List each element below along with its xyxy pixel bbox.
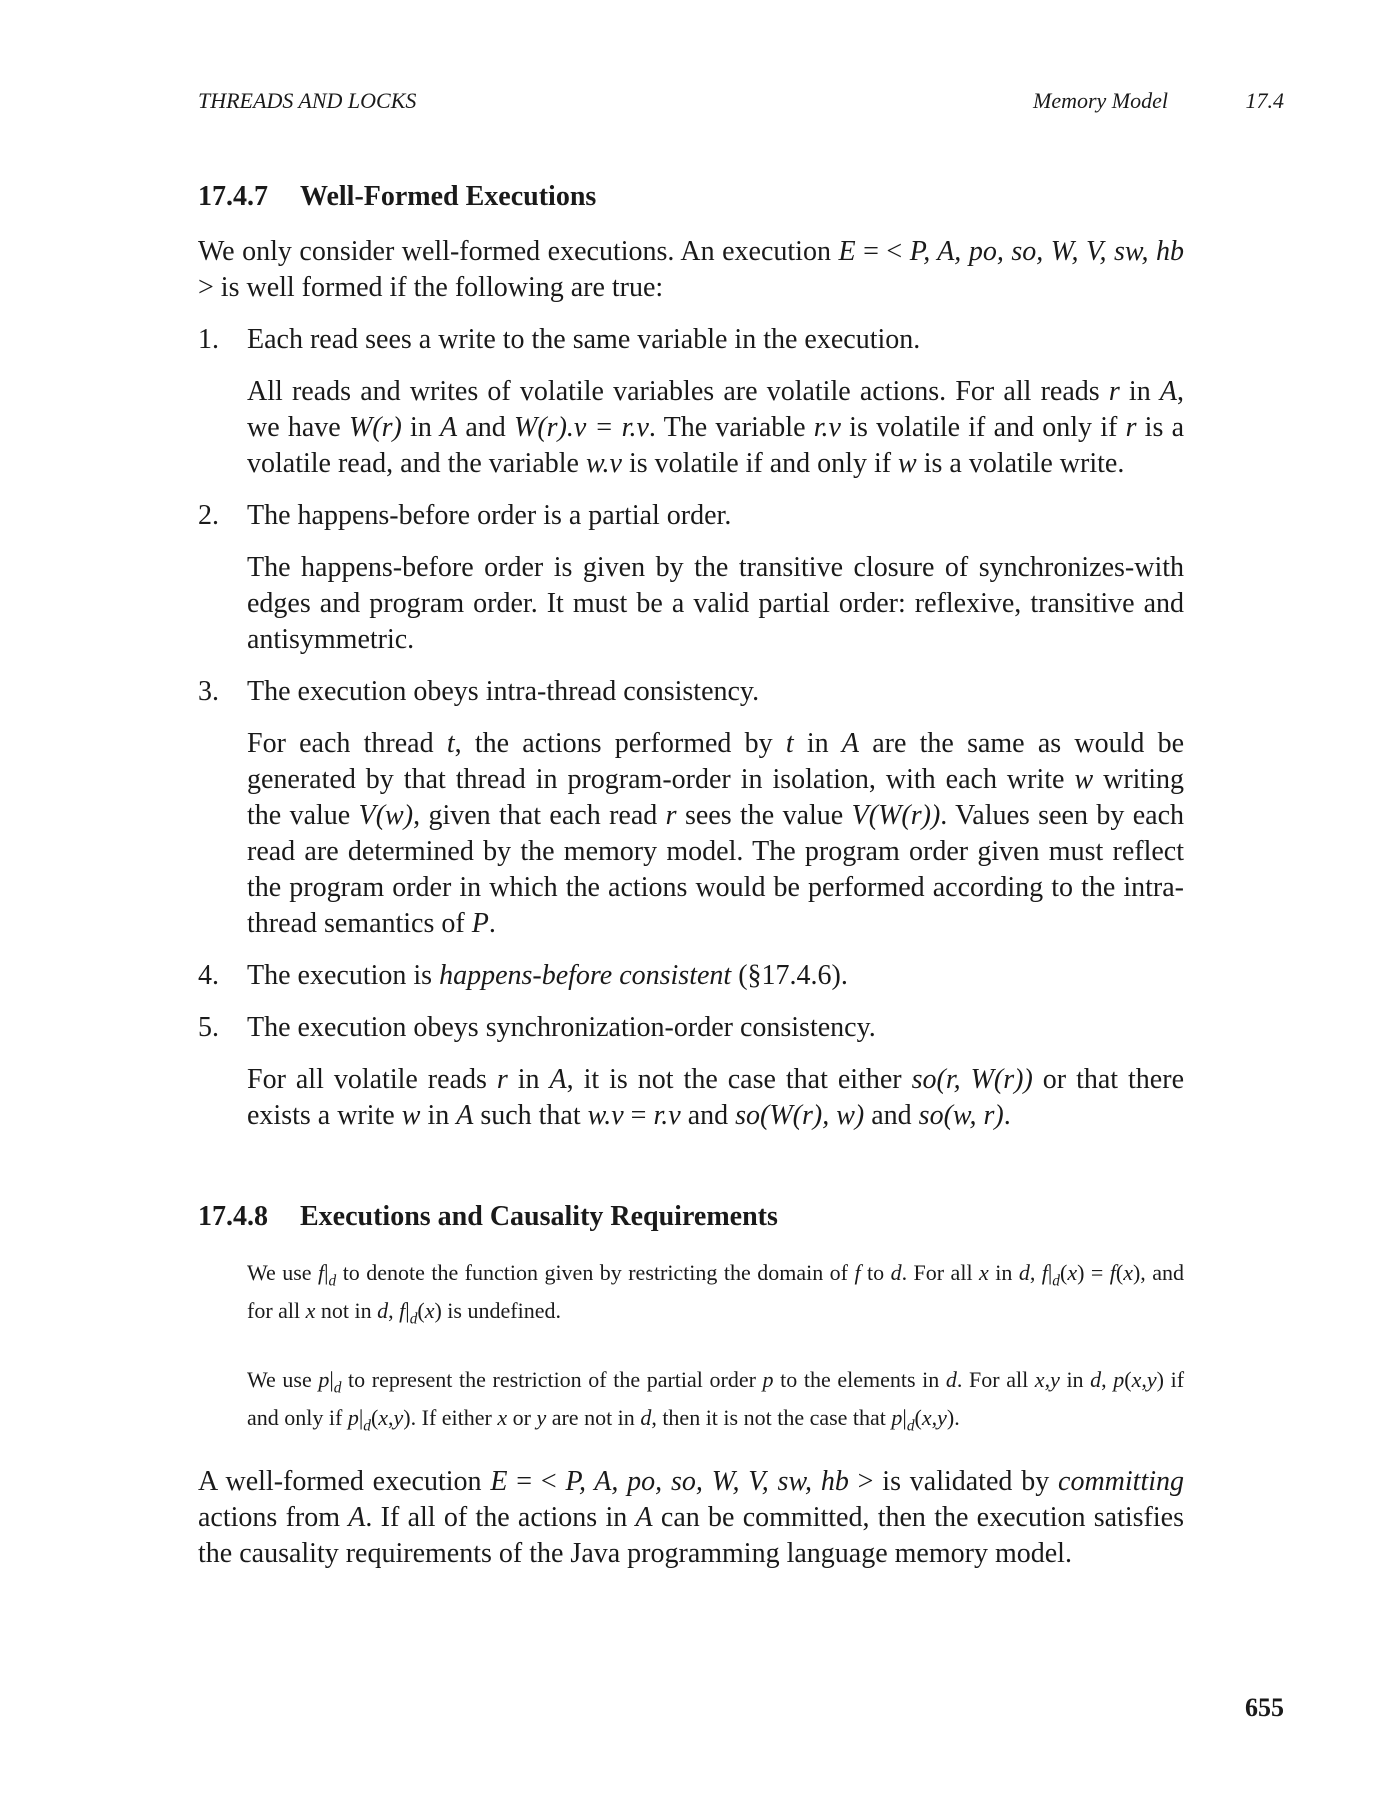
condition-item-5 bbox=[198, 1010, 1184, 1134]
section-heading-title: Well-Formed Executions bbox=[300, 181, 597, 212]
condition-number: 4. bbox=[198, 960, 219, 991]
condition-number: 3. bbox=[198, 676, 219, 707]
conditions-list bbox=[198, 322, 1184, 1134]
condition-item-3 bbox=[198, 674, 1184, 942]
section-title: Memory Model bbox=[1033, 88, 1169, 113]
section-number: 17.4 bbox=[1245, 88, 1284, 113]
condition-statement: The execution is happens-before consistent (§17.4.6). bbox=[247, 960, 848, 991]
chapter-title: THREADS AND LOCKS bbox=[198, 88, 417, 113]
condition-number: 2. bbox=[198, 500, 219, 531]
condition-explanation: The happens-before order is given by the transitive closure of synchronizes-with edges and program order. It must be a valid partial order: reflexive, transitive and antisymmetric. bbox=[247, 552, 1184, 655]
condition-statement: The happens-before order is a partial order. bbox=[247, 500, 732, 531]
note-function-restriction: We use $f|_d$ to denote the function given by restricting the domain of f to d. For all x in d, $f|_d(x) = f(x)$, and for all x not in d, $f|_d(x)$ is undefined. bbox=[247, 1260, 1184, 1328]
running-head bbox=[198, 88, 1284, 118]
page-number: 655 bbox=[1245, 1693, 1284, 1722]
section-heading-17-4-7 bbox=[198, 178, 1184, 216]
note-order-restriction: We use $p|_d$ to represent the restriction of the partial order p to the elements in d. For all x,y in d, p(x,y) if and only if $p|_d(x,y)$. If either x or y are not in d, then it is not the case that $p|_d(x,y)$. bbox=[247, 1366, 1185, 1435]
section-heading-number: 17.4.7 bbox=[198, 181, 268, 212]
condition-statement: Each read sees a write to the same variable in the execution. bbox=[247, 324, 921, 355]
condition-item-2 bbox=[198, 498, 1184, 658]
condition-explanation: For all volatile reads r in A, it is not the case that either so(r, W(r)) or that there exists a write w in A such that w.v = r.v and so(W(r), w) and so(w, r). bbox=[247, 1064, 1184, 1131]
causality-paragraph: A well-formed execution E = < P, A, po, so, W, V, sw, hb > is validated by committing actions from A. If all of the actions in A can be committed, then the execution satisfies the causality requirements of the Java programming language memory model. bbox=[198, 1465, 1185, 1569]
section-heading-17-4-8 bbox=[198, 1198, 1184, 1236]
section-heading-title: Executions and Causality Requirements bbox=[300, 1201, 778, 1232]
condition-statement: The execution obeys synchronization-order consistency. bbox=[247, 1012, 876, 1043]
page-content bbox=[198, 178, 1184, 1572]
condition-explanation: All reads and writes of volatile variables are volatile actions. For all reads r in A, we have W(r) in A and W(r).v = r.v. The variable r.v is volatile if and only if r is a volatile read, and the variable w.v is volatile if and only if w is a volatile write. bbox=[247, 376, 1185, 479]
intro-paragraph: We only consider well-formed executions. An execution E = < P, A, po, so, W, V, sw, hb > is well formed if the following are true: bbox=[198, 236, 1185, 303]
condition-explanation: For each thread t, the actions performed by t in A are the same as would be generated by that thread in program-order in isolation, with each write w writing the value V(w), given that each read r sees the value V(W(r)). Values seen by each read are determined by the memory model. The program order given must reflect the program order in which the actions would be performed according to the intra-thread semantics of P. bbox=[247, 728, 1185, 939]
condition-item-4 bbox=[198, 958, 1184, 994]
condition-number: 1. bbox=[198, 324, 219, 355]
section-heading-number: 17.4.8 bbox=[198, 1201, 268, 1232]
condition-item-1 bbox=[198, 322, 1184, 482]
condition-statement: The execution obeys intra-thread consistency. bbox=[247, 676, 760, 707]
condition-number: 5. bbox=[198, 1012, 219, 1043]
